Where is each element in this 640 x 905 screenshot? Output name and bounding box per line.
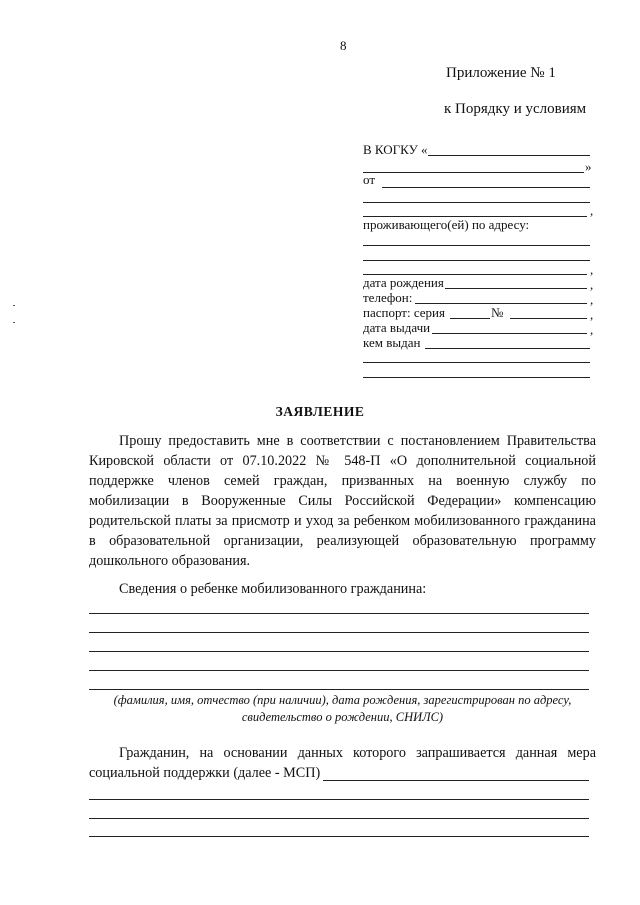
child-info-field-3[interactable] (89, 651, 589, 652)
passport-series-field[interactable] (450, 318, 490, 319)
issued-by-field-2[interactable] (363, 362, 590, 363)
issue-date-label: дата выдачи (363, 320, 431, 335)
statement-heading: ЗАЯВЛЕНИЕ (275, 404, 365, 419)
citizen-field-4[interactable] (89, 836, 589, 837)
birth-date-field[interactable] (445, 288, 587, 289)
issued-by-field[interactable] (425, 348, 590, 349)
statement-line: мобилизации в Вооруженные Силы Российской Федерации» компенсацию (89, 493, 596, 509)
passport-number-label: № (491, 305, 504, 320)
child-info-label: Сведения о ребенке мобилизованного гражданина: (119, 581, 427, 597)
from-label: от (363, 172, 376, 187)
citizen-field-2[interactable] (89, 799, 589, 800)
phone-label: телефон: (363, 290, 413, 305)
citizen-field-1[interactable] (323, 780, 589, 781)
child-info-caption-2: свидетельство о рождении, СНИЛС) (241, 710, 444, 724)
issue-date-field[interactable] (432, 333, 587, 334)
comma-2: , (590, 262, 594, 277)
passport-series-label: паспорт: серия (363, 305, 445, 320)
appendix-title: Приложение № 1 (446, 65, 556, 81)
scan-mark (13, 305, 15, 306)
residing-label: проживающего(ей) по адресу: (363, 217, 530, 232)
recipient-name-field-cont[interactable] (363, 172, 584, 173)
issued-by-label: кем выдан (363, 335, 421, 350)
citizen-field-3[interactable] (89, 818, 589, 819)
citizen-line: Гражданин, на основании данных которого запрашивается данная мера (119, 745, 596, 761)
child-info-field-4[interactable] (89, 670, 589, 671)
statement-line: в образовательной организации, реализующей образовательную программу (89, 533, 596, 549)
statement-line: дошкольного образования. (89, 553, 251, 569)
citizen-line-2: социальной поддержки (далее - МСП) (89, 765, 321, 781)
birth-date-label: дата рождения (363, 275, 444, 290)
page-number: 8 (340, 38, 347, 53)
comma-1: , (590, 203, 594, 218)
comma-3: , (590, 277, 594, 292)
passport-number-field[interactable] (510, 318, 587, 319)
statement-line: Кировской области от 07.10.2022 № 548-П «О дополнительной социальной (89, 453, 596, 469)
child-info-field-2[interactable] (89, 632, 589, 633)
applicant-name-field-2[interactable] (363, 202, 590, 203)
comma-6: , (590, 322, 594, 337)
child-info-caption: (фамилия, имя, отчество (при наличии), дата рождения, зарегистрирован по адресу, (113, 693, 572, 707)
comma-4: , (590, 292, 594, 307)
child-info-field-1[interactable] (89, 613, 589, 614)
phone-field[interactable] (415, 303, 587, 304)
scan-mark (13, 322, 15, 323)
recipient-close-quote: » (585, 159, 592, 174)
appendix-subtitle: к Порядку и условиям (444, 101, 587, 117)
statement-line: родительской платы за присмотр и уход за ребенком мобилизованного гражданина (89, 513, 596, 529)
child-info-field-5[interactable] (89, 689, 589, 690)
comma-5: , (590, 307, 594, 322)
statement-line: поддержке членов семей граждан, призванных на военную службу по (89, 473, 596, 489)
statement-line: Прошу предоставить мне в соответствии с постановлением Правительства (119, 433, 596, 449)
issued-by-field-3[interactable] (363, 377, 590, 378)
recipient-name-field[interactable] (428, 155, 590, 156)
address-field-1[interactable] (363, 245, 590, 246)
applicant-name-field[interactable] (382, 187, 590, 188)
recipient-prefix-label: В КОГКУ « (363, 142, 428, 157)
address-field-2[interactable] (363, 260, 590, 261)
